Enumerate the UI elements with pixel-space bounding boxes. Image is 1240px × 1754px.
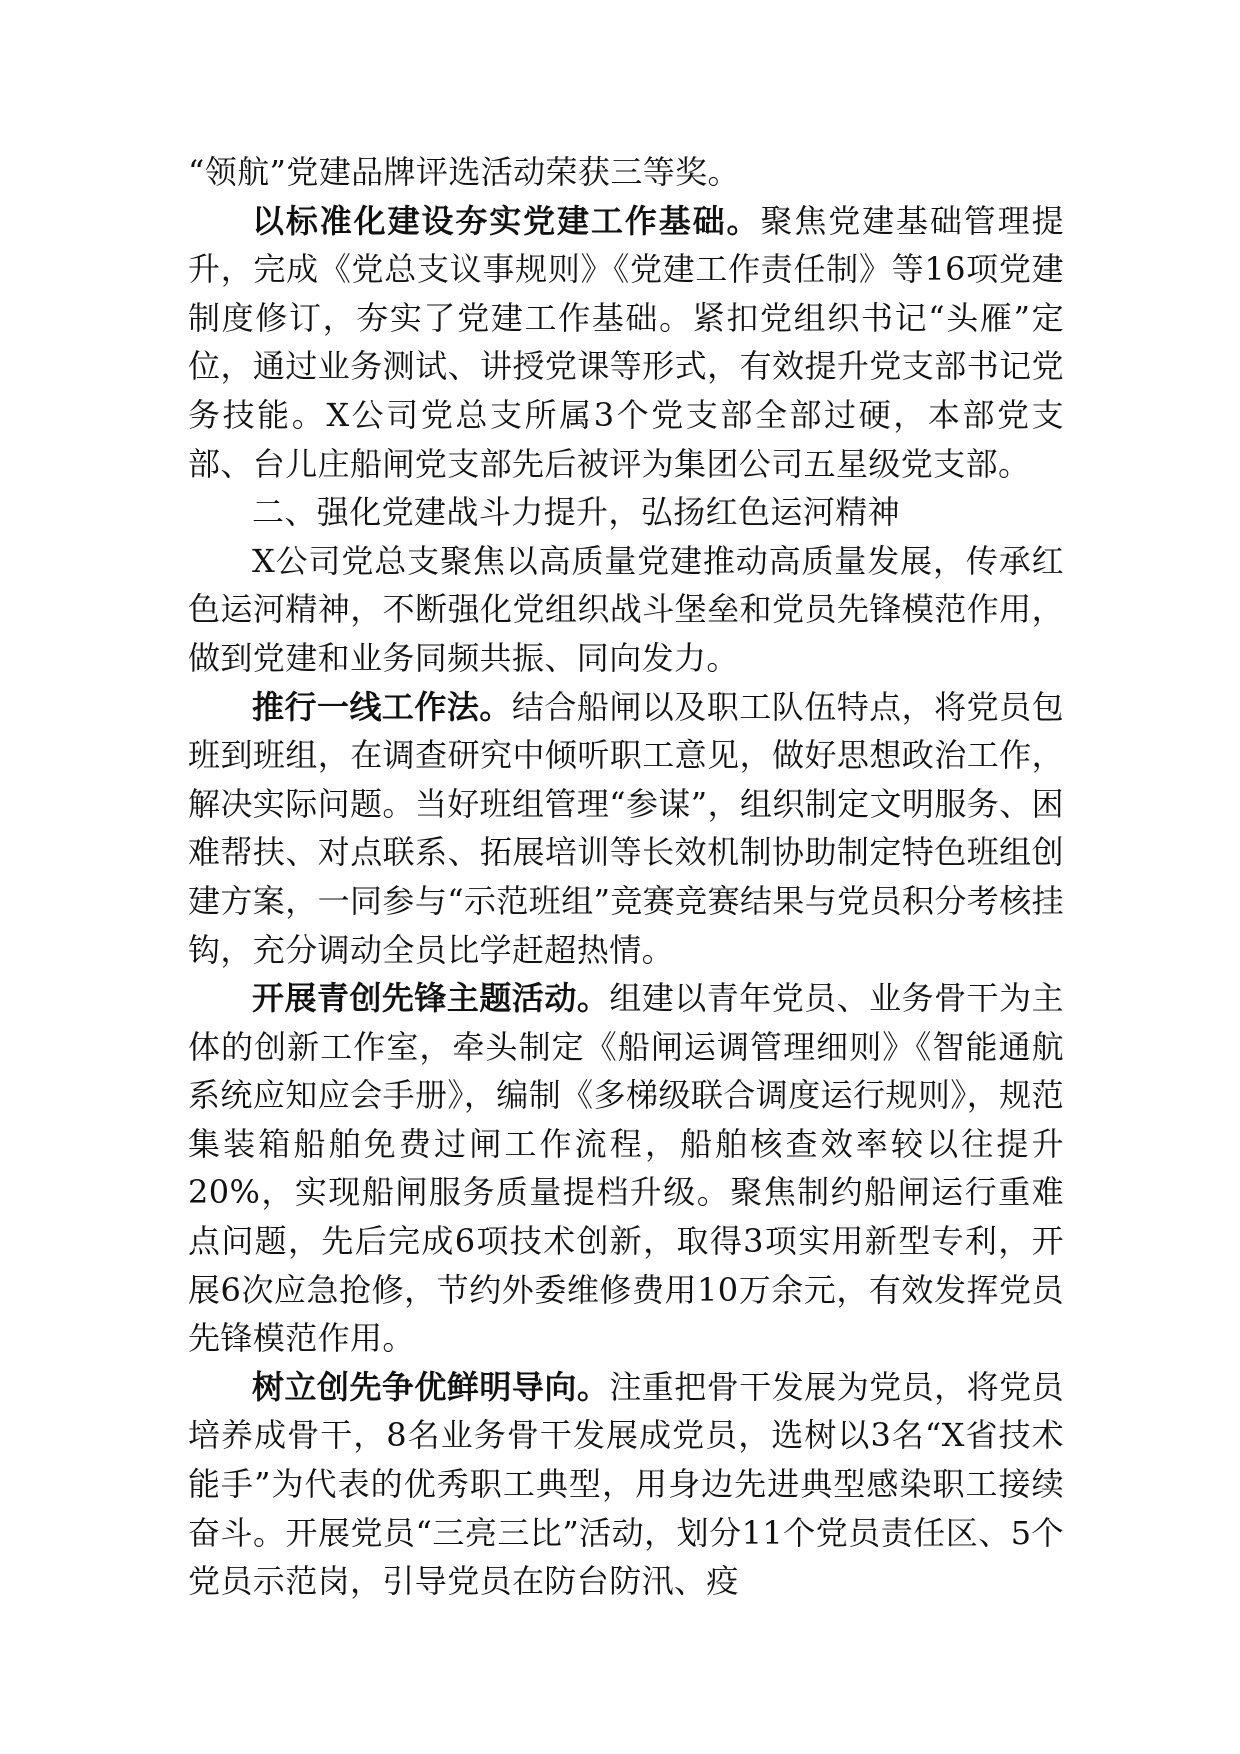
paragraph-1-text: “领航”党建品牌评选活动荣获三等奖。 bbox=[188, 153, 740, 191]
paragraph-4 bbox=[188, 537, 1064, 683]
paragraph-2-text: 聚焦党建基础管理提升，完成《党总支议事规则》《党建工作责任制》等16项党建制度修订，夯实了党建工作基础。紧扣党组织书记“头雁”定位，通过业务测试、讲授党课等形式，有效提升党支部书记党务技能。X公司党总支所属3个党支部全部过硬，本部党支部、台儿庄船闸党支部先后被评为集团公司五星级党支部。 bbox=[188, 201, 1064, 483]
paragraph-7 bbox=[188, 1363, 1064, 1606]
paragraph-7-text: 注重把骨干发展为党员，将党员培养成骨干，8名业务骨干发展成党员，选树以3名“X省技术能手”为代表的优秀职工典型，用身边先进典型感染职工接续奋斗。开展党员“三亮三比”活动，划分11个党员责任区、5个党员示范岗，引导党员在防台防汛、疫 bbox=[188, 1367, 1064, 1601]
paragraph-6-heading: 开展青创先锋主题活动。 bbox=[252, 979, 610, 1018]
paragraph-7-heading: 树立创先争优鲜明导向。 bbox=[252, 1367, 610, 1406]
section-heading-2-text: 二、强化党建战斗力提升，弘扬红色运河精神 bbox=[252, 493, 901, 532]
paragraph-6 bbox=[188, 974, 1064, 1363]
paragraph-5-text: 结合船闸以及职工队伍特点，将党员包班到班组，在调查研究中倾听职工意见，做好思想政治工作，解决实际问题。当好班组管理“参谋”，组织制定文明服务、困难帮扶、对点联系、拓展培训等长效机制协助制定特色班组创建方案，一同参与“示范班组”竞赛竞赛结果与党员积分考核挂钩，充分调动全员比学赶超热情。 bbox=[188, 687, 1064, 969]
paragraph-1 bbox=[188, 148, 1064, 197]
paragraph-4-text: X公司党总支聚焦以高质量党建推动高质量发展，传承红色运河精神，不断强化党组织战斗堡垒和党员先锋模范作用，做到党建和业务同频共振、同向发力。 bbox=[188, 541, 1064, 677]
paragraph-2 bbox=[188, 197, 1064, 489]
paragraph-2-heading: 以标准化建设夯实党建工作基础。 bbox=[252, 201, 761, 240]
section-heading-2 bbox=[188, 488, 1064, 537]
paragraph-6-text: 组建以青年党员、业务骨干为主体的创新工作室，牵头制定《船闸运调管理细则》《智能通航系统应知应会手册》，编制《多梯级联合调度运行规则》，规范集装箱船舶免费过闸工作流程，船舶核查效率较以往提升20%，实现船闸服务质量提档升级。聚焦制约船闸运行重难点问题，先后完成6项技术创新，取得3项实用新型专利，开展6次应急抢修，节约外委维修费用10万余元，有效发挥党员先锋模范作用。 bbox=[188, 979, 1064, 1358]
paragraph-5 bbox=[188, 683, 1064, 975]
document-body bbox=[188, 148, 1064, 1606]
paragraph-5-heading: 推行一线工作法。 bbox=[252, 687, 512, 726]
